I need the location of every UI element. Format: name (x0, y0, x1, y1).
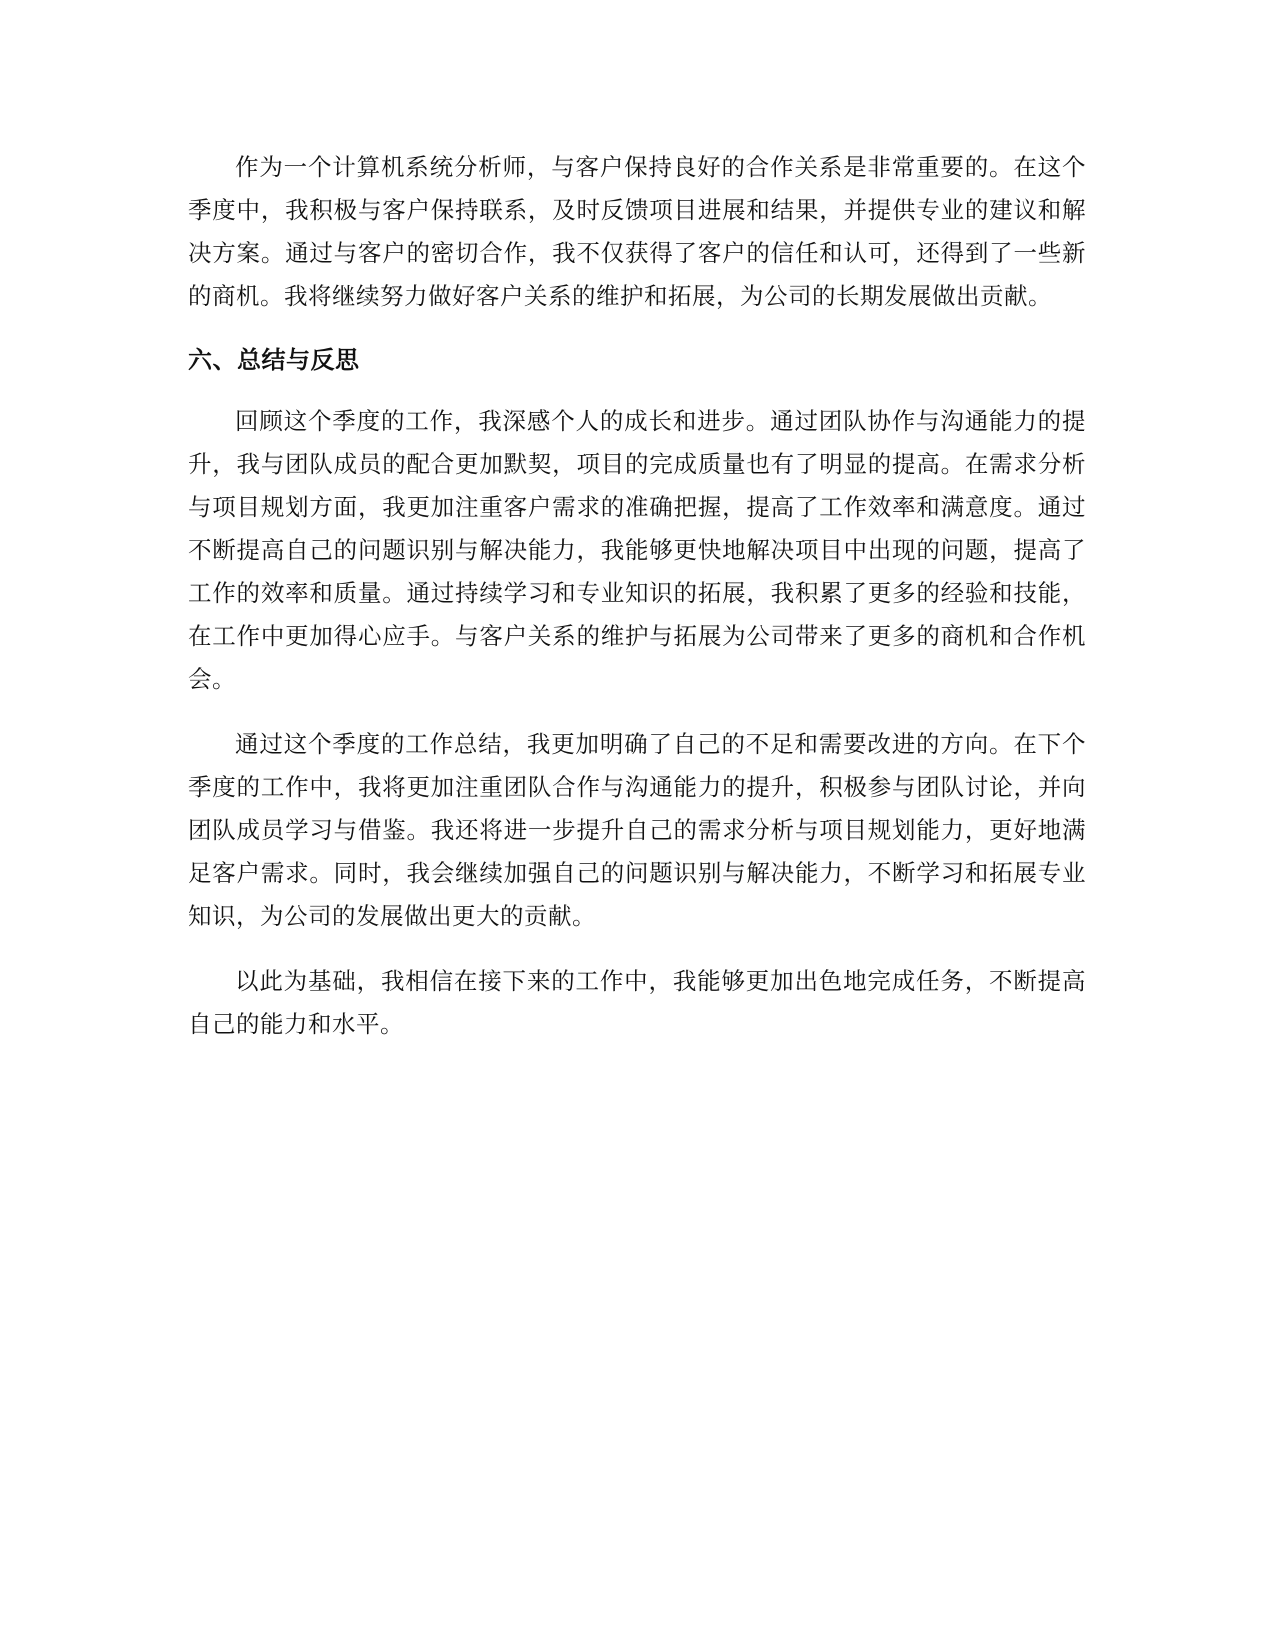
paragraph-conclusion: 以此为基础，我相信在接下来的工作中，我能够更加出色地完成任务，不断提高自己的能力和水平。 (188, 967, 1086, 1038)
paragraph-improvement: 通过这个季度的工作总结，我更加明确了自己的不足和需要改进的方向。在下个季度的工作中，我将更加注重团队合作与沟通能力的提升，积极参与团队讨论，并向团队成员学习与借鉴。我还将进一步提升自己的需求分析与项目规划能力，更好地满足客户需求。同时，我会继续加强自己的问题识别与解决能力，不断学习和拓展专业知识，为公司的发展做出更大的贡献。 (188, 730, 1086, 930)
section-heading: 六、总结与反思 (188, 346, 360, 374)
paragraph-client-relations: 作为一个计算机系统分析师，与客户保持良好的合作关系是非常重要的。在这个季度中，我积极与客户保持联系，及时反馈项目进展和结果，并提供专业的建议和解决方案。通过与客户的密切合作，我不仅获得了客户的信任和认可，还得到了一些新的商机。我将继续努力做好客户关系的维护和拓展，为公司的长期发展做出贡献。 (188, 153, 1086, 310)
document-body (188, 146, 1086, 1068)
paragraph-review: 回顾这个季度的工作，我深感个人的成长和进步。通过团队协作与沟通能力的提升，我与团队成员的配合更加默契，项目的完成质量也有了明显的提高。在需求分析与项目规划方面，我更加注重客户需求的准确把握，提高了工作效率和满意度。通过不断提高自己的问题识别与解决能力，我能够更快地解决项目中出现的问题，提高了工作的效率和质量。通过持续学习和专业知识的拓展，我积累了更多的经验和技能，在工作中更加得心应手。与客户关系的维护与拓展为公司带来了更多的商机和合作机会。 (188, 407, 1086, 693)
